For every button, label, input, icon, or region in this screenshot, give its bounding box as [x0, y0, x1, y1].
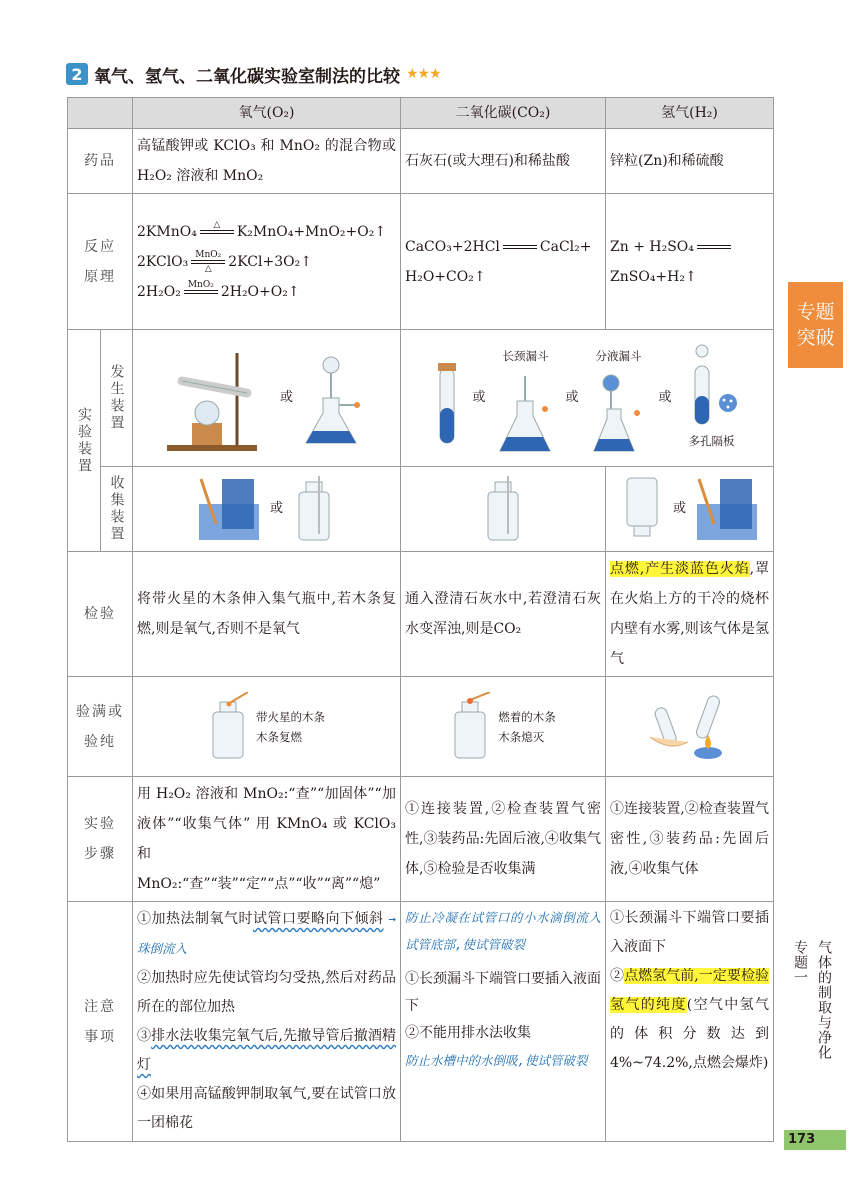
notes-co2 [401, 902, 606, 1142]
equation-line2: ZnSO₄+H₂↑ [610, 268, 697, 285]
note-item: ①长颈漏斗下端管口要插入液面下 [405, 971, 601, 1014]
row-collector [68, 467, 774, 552]
water-collection-figure [694, 474, 760, 544]
collect-co2 [401, 467, 606, 552]
notes-o2 [133, 902, 401, 1142]
apparatus-label: 实验装置 [68, 330, 101, 552]
handwritten-note: 防止冷凝在试管口的小水滴倒流入试管底部,使试管破裂 [405, 910, 601, 952]
equation: 2H₂O₂ MnO₂ 2H₂O+O₂↑ [137, 277, 396, 307]
row-label: 验满或验纯 [68, 677, 133, 777]
row-notes [68, 902, 774, 1142]
equation: Zn + H₂SO₄ [610, 232, 769, 262]
porous-plate-label: 多孔隔板 [688, 433, 735, 448]
reaction-arrow: MnO₂ [184, 280, 218, 303]
sep-funnel-label: 分液漏斗 [595, 348, 642, 363]
figure-note: 燃着的木条 [498, 709, 556, 724]
equation-line2: H₂O+CO₂↑ [405, 268, 486, 285]
reaction-o2 [133, 194, 401, 330]
note-item: ②不能用排水法收集 [405, 1025, 531, 1041]
reaction-co2 [401, 194, 606, 330]
row-label: 药品 [68, 129, 133, 194]
note-item: ①加热法制氧气时试管口要略向下倾斜 →珠倒流入 [137, 911, 397, 956]
check-h2 [606, 677, 774, 777]
tube-figure [432, 348, 462, 448]
equation: 2KMnO₄ △ K₂MnO₄+MnO₂+O₂↑ [137, 217, 396, 247]
or-text: 或 [279, 390, 293, 405]
collect-h2: 或 [606, 467, 774, 552]
equation: CaCO₃+2HCl CaCl₂+ [405, 232, 601, 262]
row-label: 反应原理 [68, 194, 133, 330]
notes-h2 [606, 902, 774, 1142]
gen-o2 [133, 330, 401, 467]
figure-note: 木条熄灭 [498, 729, 545, 744]
long-funnel-flask-figure [495, 371, 555, 456]
header-row [68, 98, 774, 129]
row-label: 实验步骤 [68, 777, 133, 902]
flask-figure [301, 343, 371, 453]
row-test [68, 552, 774, 677]
note-item: ①长颈漏斗下端管口要插入液面下 [610, 910, 769, 955]
side-tab: 专题突破 [788, 282, 843, 368]
bottle-with-splint-figure [208, 692, 248, 762]
steps-h2: ①连接装置,②检查装置气密性,③装药品:先固后液,④收集气体 [606, 777, 774, 902]
row-drugs [68, 129, 774, 194]
reaction-arrow: △ [200, 220, 234, 243]
section-title: 氧气、氢气、二氧化碳实验室制法的比较 [94, 66, 400, 87]
long-funnel-label: 长颈漏斗 [502, 348, 549, 363]
drugs-co2: 石灰石(或大理石)和稀盐酸 [401, 129, 606, 194]
water-collection-figure [196, 474, 262, 544]
page-number: 173 [784, 1130, 846, 1150]
reaction-arrow [697, 236, 731, 258]
check-o2 [133, 677, 401, 777]
row-reaction [68, 194, 774, 330]
test-o2: 将带火星的木条伸入集气瓶中,若木条复燃,则是氧气,否则不是氧气 [133, 552, 401, 677]
gen-co2-h2: 或 长颈漏斗 或 分液漏斗 或 多孔隔板 [401, 330, 774, 467]
collect-label: 收集装置 [101, 467, 133, 552]
comparison-table [67, 97, 774, 1142]
reaction-arrow: MnO₂ △ [191, 250, 225, 274]
drugs-h2: 锌粒(Zn)和稀硫酸 [606, 129, 774, 194]
col-co2: 二氧化碳(CO₂) [401, 98, 606, 129]
row-steps [68, 777, 774, 902]
sep-funnel-flask-figure [589, 371, 649, 456]
highlighted-text: 点燃氢气前,一定要检验氢气的纯度 [610, 968, 770, 1013]
gen-label: 发生装置 [101, 330, 133, 467]
col-h2: 氢气(H₂) [606, 98, 774, 129]
corner-cell [68, 98, 133, 129]
figure-note: 木条复燃 [256, 729, 302, 744]
upward-bottle-figure [291, 474, 337, 544]
topic-title: 气体的制取与净化 [816, 940, 832, 1060]
reaction-h2 [606, 194, 774, 330]
equation: 2KClO₃ MnO₂ △ 2KCl+3O₂↑ [137, 249, 312, 274]
upward-bottle-figure [480, 474, 526, 544]
section-heading [66, 60, 441, 88]
test-h2: 点燃,产生淡蓝色火焰,罩在火焰上方的干冷的烧杯内壁有水雾,则该气体是氢气 [606, 552, 774, 677]
note-item: ②点燃氢气前,一定要检验氢气的纯度(空气中氢气的体积分数达到 4%~74.2%,点燃会爆炸) [610, 968, 770, 1071]
difficulty-stars: ★★★ [406, 66, 441, 82]
note-item: ④如果用高锰酸钾制取氧气,要在试管口放一团棉花 [137, 1086, 396, 1131]
drugs-o2: 高锰酸钾或 KClO₃ 和 MnO₂ 的混合物或 H₂O₂ 溶液和 MnO₂ [133, 129, 401, 194]
row-label: 注意事项 [68, 902, 133, 1142]
row-generator [68, 330, 774, 467]
steps-co2: ①连接装置,②检查装置气密性,③装药品:先固后液,④收集气体,⑤检验是否收集满 [401, 777, 606, 902]
heating-apparatus-figure [162, 343, 272, 453]
bottle-with-splint-figure [450, 692, 490, 762]
check-co2 [401, 677, 606, 777]
col-o2: 氧气(O₂) [133, 98, 401, 129]
row-label: 检验 [68, 552, 133, 677]
note-item: ②加热时应先使试管均匀受热,然后对药品所在的部位加热 [137, 970, 396, 1015]
row-check [68, 677, 774, 777]
topic-number: 专题一 [792, 940, 808, 985]
collect-o2: 或 [133, 467, 401, 552]
steps-o2: 用 H₂O₂ 溶液和 MnO₂:“查”“加固体”“加液体”“收集气体” 用 KMnO₄ 或 KClO₃ 和 MnO₂:“查”“装”“定”“点”“收”“离”“熄” [133, 777, 401, 902]
figure-note: 带火星的木条 [256, 709, 325, 724]
porous-plate-tube-figure [682, 341, 742, 426]
reaction-arrow [503, 236, 537, 258]
highlighted-text: 点燃,产生淡蓝色火焰 [610, 561, 750, 577]
section-number: 2 [66, 63, 88, 85]
note-item: ③排水法收集完氧气后,先撤导管后撤酒精灯 [137, 1028, 397, 1073]
handwritten-note: 防止水槽中的水倒吸,使试管破裂 [405, 1053, 588, 1068]
hydrogen-purity-test-figure [640, 687, 740, 767]
downward-bottle-figure [619, 474, 665, 544]
handwritten-note: →珠倒流入 [137, 911, 397, 956]
test-co2: 通入澄清石灰水中,若澄清石灰水变浑浊,则是CO₂ [401, 552, 606, 677]
topic-sidebar [790, 940, 842, 1060]
